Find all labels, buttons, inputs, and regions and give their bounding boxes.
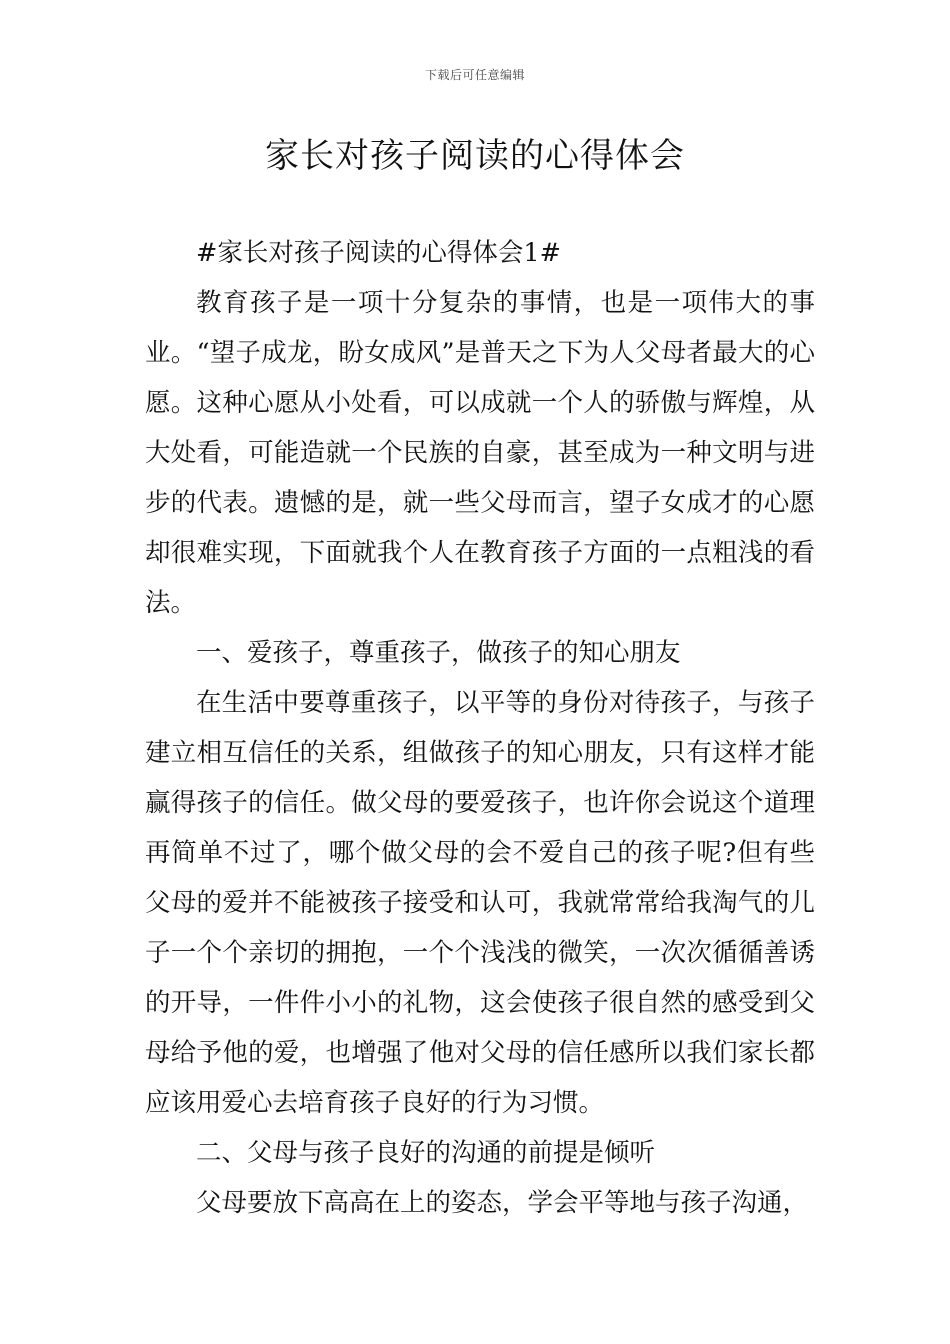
subheading: 二、父母与孩子良好的沟通的前提是倾听 [196, 1138, 656, 1168]
paragraph: 父母要放下高高在上的姿态，学会平等地与孩子沟通， [196, 1188, 809, 1218]
paragraph: 在生活中要尊重孩子，以平等的身份对待孩子，与孩子建立相互信任的关系，组做孩子的知心朋友，只有这样才能赢得孩子的信任。做父母的要爱孩子，也许你会说这个道理再简单不过了，哪个做父母的会不爱自己的孩子呢?但有些父母的爱并不能被孩子接受和认可，我就常常给我淘气的儿子一个个亲切的拥抱，一个个浅浅的微笑，一次次循循善诱的开导，一件件小小的礼物，这会使孩子很自然的感受到父母给予他的爱，也增强了他对父母的信任感所以我们家长都应该用爱心去培育孩子良好的行为习惯。 [145, 688, 815, 1118]
header-note: 下载后可任意编辑 [424, 68, 525, 82]
subheading: 一、爱孩子，尊重孩子，做孩子的知心朋友 [196, 638, 681, 668]
paragraph: 教育孩子是一项十分复杂的事情，也是一项伟大的事业。“望子成龙，盼女成风”是普天之下为人父母者最大的心愿。这种心愿从小处看，可以成就一个人的骄傲与辉煌，从大处看，可能造就一个民族的自豪，甚至成为一种文明与进步的代表。遗憾的是，就一些父母而言，望子女成才的心愿却很难实现，下面就我个人在教育孩子方面的一点粗浅的看法。 [145, 288, 815, 618]
document-body [145, 228, 815, 1228]
section-heading: #家长对孩子阅读的心得体会1# [196, 238, 561, 268]
document-title: 家长对孩子阅读的心得体会 [265, 136, 685, 176]
